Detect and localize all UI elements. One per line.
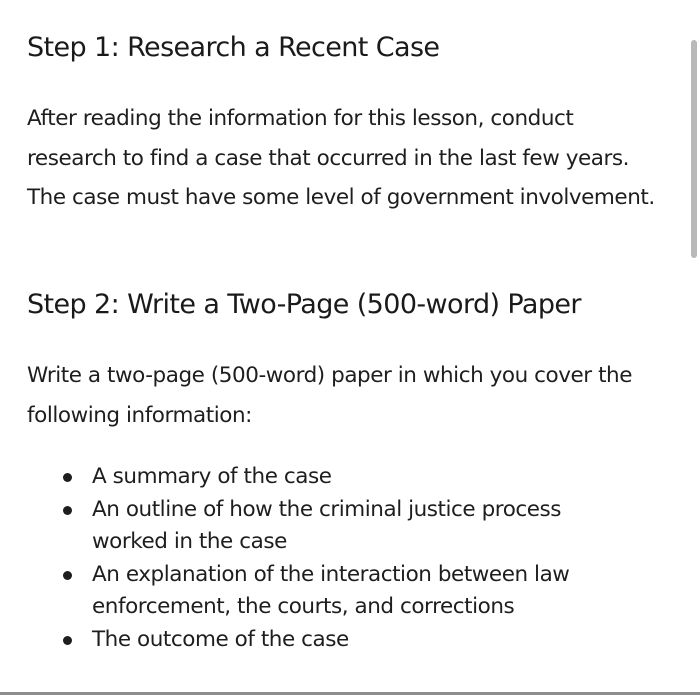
- bullet-icon: [63, 473, 72, 482]
- step2-paragraph: Write a two-page (500-word) paper in which you cover the following information:: [27, 363, 633, 428]
- step2-heading: Step 2: Write a Two-Page (500-word) Paper: [27, 289, 581, 320]
- bullet-icon: [63, 636, 72, 645]
- step1-heading: Step 1: Research a Recent Case: [27, 32, 440, 63]
- list-item-text: A summary of the case: [92, 464, 332, 489]
- list-item: [27, 461, 627, 494]
- vertical-scrollbar[interactable]: [691, 40, 697, 258]
- list-item: [27, 494, 627, 559]
- list-item-text: An outline of how the criminal justice process worked in the case: [92, 496, 562, 555]
- list-item-text: The outcome of the case: [92, 626, 349, 652]
- bullet-icon: [63, 506, 72, 515]
- requirements-list: [27, 461, 627, 657]
- list-item: [27, 624, 627, 657]
- list-item: [27, 559, 627, 624]
- step1-paragraph: After reading the information for this lesson, conduct research to find a case that occurred in the last few years. The case must have some level of government involvement.: [27, 106, 655, 210]
- list-item-text: An explanation of the interaction between law enforcement, the courts, and corrections: [92, 561, 570, 620]
- bullet-icon: [63, 571, 72, 580]
